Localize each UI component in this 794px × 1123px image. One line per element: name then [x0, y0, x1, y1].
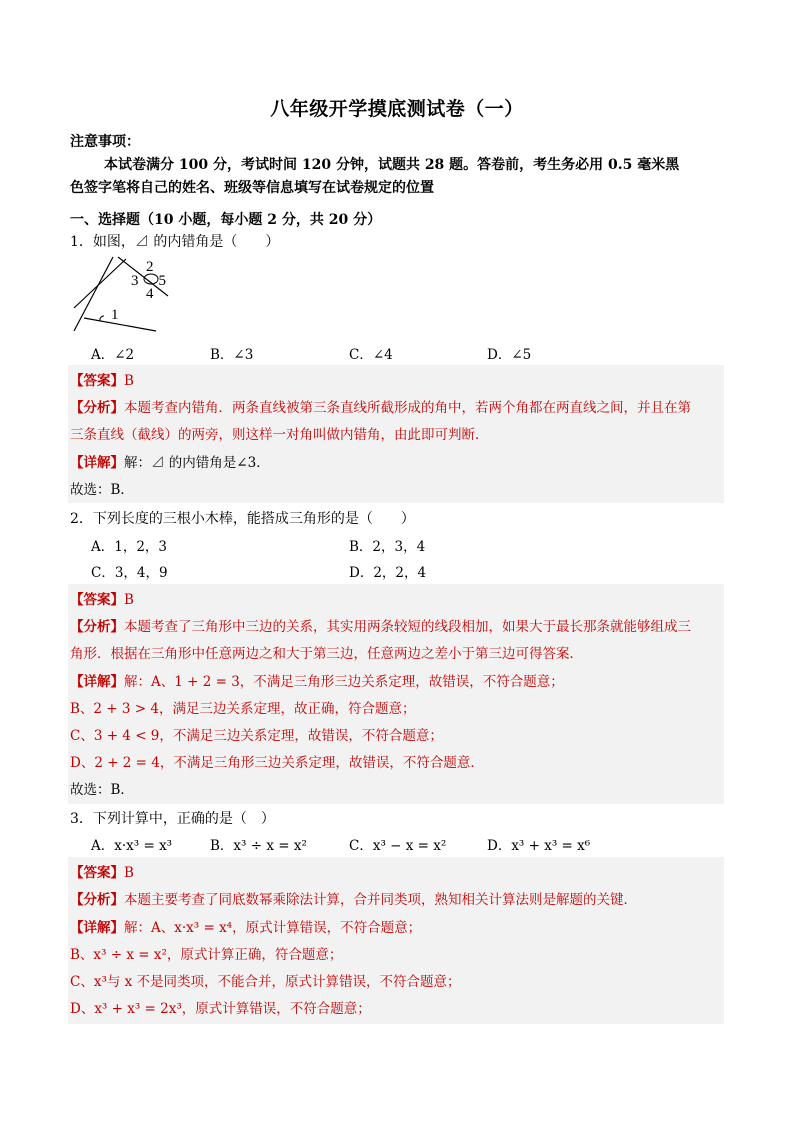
q1-stem: 1．如图，⊿ 的内错角是（ ） [70, 234, 280, 250]
q2-answer-box [68, 584, 724, 804]
q1-option-c: C．∠4 [349, 347, 393, 363]
detail-tag: 【详解】 [70, 674, 124, 690]
notice-heading: 注意事项： [70, 134, 140, 150]
detail-text-b: B、2 + 3 > 4，满足三边关系定理，故正确，符合题意； [70, 701, 416, 717]
analysis-text-2: 角形．根据在三角形中任意两边之和大于第三边，任意两边之差小于第三边可得答案． [70, 646, 583, 662]
analysis-tag: 【分析】 [70, 400, 124, 416]
figure-label-2: 2 [146, 259, 154, 275]
detail-text: 解：⊿ 的内错角是∠3． [124, 455, 270, 471]
q3-option-d: D．x³ + x³ = x⁶ [487, 838, 591, 854]
q1-answer-box [68, 365, 724, 503]
notice-line-2: 色签字笔将自己的姓名、班级等信息填写在试卷规定的位置 [70, 180, 434, 196]
answer-value: B [124, 865, 134, 881]
figure-line-cross [74, 259, 126, 308]
q3-answer-box [68, 857, 724, 1024]
q2-option-b: B．2，3，4 [349, 539, 426, 555]
detail-text-c: C、3 + 4 < 9，不满足三边关系定理，故错误，不符合题意； [70, 728, 443, 744]
analysis-text-1: 本题考查内错角．两条直线被第三条直线所截形成的角中，若两个角都在两直线之间，并且在第 [124, 400, 691, 416]
answer-value: B [124, 373, 134, 389]
figure-label-1: 1 [111, 307, 119, 323]
q1-figure [70, 252, 170, 336]
answer-tag: 【答案】 [70, 592, 124, 608]
detail-tag: 【详解】 [70, 455, 124, 471]
detail-text-d: D、x³ + x³ = 2x³，原式计算错误，不符合题意； [70, 1001, 371, 1017]
figure-label-5: 5 [158, 273, 166, 289]
analysis-tag: 【分析】 [70, 892, 124, 908]
answer-value: B [124, 592, 134, 608]
q3-option-c: C．x³ − x = x² [349, 838, 447, 854]
q2-stem: 2．下列长度的三根小木棒，能搭成三角形的是（ ） [70, 511, 415, 527]
analysis-text-2: 三条直线（截线）的两旁，则这样一对角叫做内错角，由此即可判断． [70, 427, 489, 443]
detail-text-a: 解：A、1 + 2 = 3，不满足三角形三边关系定理，故错误，不符合题意； [124, 674, 564, 690]
detail-text-a: 解：A、x·x³ = x⁴，原式计算错误，不符合题意； [124, 920, 422, 936]
choose-text: 故选：B． [70, 482, 134, 498]
answer-tag: 【答案】 [70, 865, 124, 881]
analysis-text: 本题主要考查了同底数幂乘除法计算，合并同类项，熟知相关计算法则是解题的关键． [124, 892, 637, 908]
q2-option-d: D．2，2，4 [349, 565, 427, 581]
figure-label-3: 3 [131, 273, 139, 289]
q1-option-d: D．∠5 [487, 347, 532, 363]
notice-line-1: 本试卷满分 100 分，考试时间 120 分钟，试题共 28 题。答卷前，考生务必用 0.5 毫米黑 [104, 157, 680, 173]
section-heading-choice: 一、选择题（10 小题，每小题 2 分，共 20 分） [70, 212, 382, 228]
detail-text-c: C、x³与 x 不是同类项，不能合并，原式计算错误，不符合题意； [70, 974, 461, 990]
detail-text-d: D、2 + 2 = 4，不满足三角形三边关系定理，故错误，不符合题意． [70, 755, 484, 771]
q1-option-b: B．∠3 [210, 347, 254, 363]
answer-tag: 【答案】 [70, 373, 124, 389]
q3-stem: 3．下列计算中，正确的是（ ） [70, 811, 275, 827]
figure-label-4: 4 [146, 286, 154, 302]
q2-option-a: A．1，2，3 [91, 539, 168, 555]
q3-option-a: A．x·x³ = x³ [91, 838, 173, 854]
detail-tag: 【详解】 [70, 920, 124, 936]
detail-text-b: B、x³ ÷ x = x²，原式计算正确，符合题意； [70, 947, 343, 963]
q3-option-b: B．x³ ÷ x = x² [210, 838, 307, 854]
analysis-text-1: 本题考查了三角形中三边的关系，其实用两条较短的线段相加，如果大于最长那条就能够组成三 [124, 619, 691, 635]
choose-text: 故选：B． [70, 782, 134, 798]
q1-option-a: A．∠2 [91, 347, 135, 363]
q2-option-c: C．3，4，9 [91, 565, 168, 581]
analysis-tag: 【分析】 [70, 619, 124, 635]
figure-line-bottom [84, 318, 156, 331]
exam-title: 八年级开学摸底测试卷（一） [270, 98, 524, 120]
